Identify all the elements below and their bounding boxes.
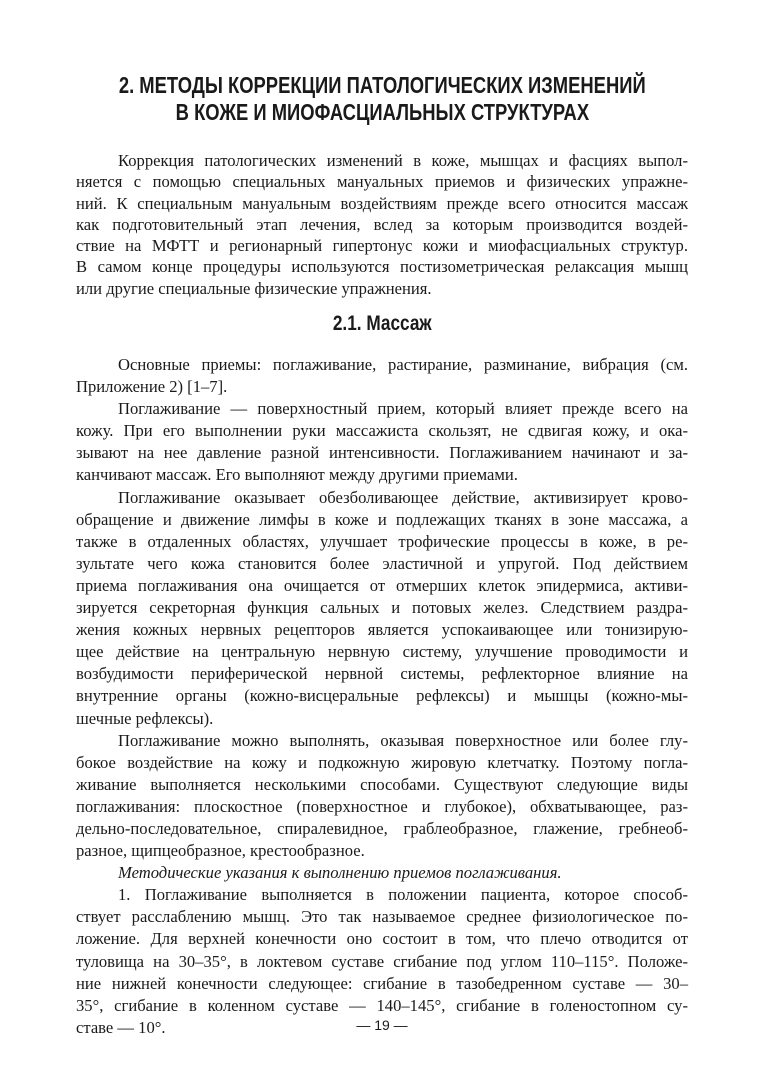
section-heading [0, 312, 764, 336]
text-line: няется с помощью специальных мануальных приемов и физических упражне- [76, 172, 688, 192]
text-line: В самом конце процедуры используются постизометрическая релаксация мышц [76, 257, 688, 277]
paragraph [76, 398, 688, 486]
text-line: 35°, сгибание в коленном суставе — 140–145°, сгибание в голеностопном су- [76, 995, 688, 1015]
chapter-title-line-1: 2. МЕТОДЫ КОРРЕКЦИИ ПАТОЛОГИЧЕСКИХ ИЗМЕНЕНИЙ [118, 72, 646, 98]
paragraph [76, 730, 688, 863]
methodical-subheading [76, 862, 688, 884]
text-line: зируется секреторная функция сальных и потовых желез. Следствием раздра- [76, 598, 688, 618]
paragraph [76, 487, 688, 730]
text-line: дельно-последовательное, спиралевидное, граблеобразное, глажение, гребнеоб- [76, 818, 688, 838]
paragraph [76, 884, 688, 1039]
text-line: Методические указания к выполнению приемов поглаживания. [118, 863, 562, 883]
text-line: шечные рефлексы). [76, 708, 214, 728]
text-line: зультате чего кожа становится более эластичной и упругой. Под действием [76, 553, 688, 573]
text-line: как подготовительный этап лечения, вслед за которым производится воздей- [76, 214, 688, 234]
text-line: также в отдаленных областях, улучшает трофические процессы в коже, в ре- [76, 531, 688, 551]
text-line: Поглаживание — поверхностный прием, который влияет прежде всего на [118, 399, 688, 419]
section-heading-text: 2.1. Массаж [332, 312, 432, 335]
text-line: живание выполняется несколькими способами. Существуют следующие виды [76, 774, 688, 794]
text-line: зывают на нее давление разной интенсивности. Поглаживанием начинают и за- [76, 443, 688, 463]
text-line: щее действие на центральную нервную систему, улучшение проводимости и [76, 642, 688, 662]
paragraph [76, 354, 688, 398]
text-line: Основные приемы: поглаживание, растирание, разминание, вибрация (см. [118, 355, 688, 374]
text-line: Поглаживание оказывает обезболивающее действие, активизирует крово- [118, 487, 688, 507]
text-line: ние нижней конечности следующее: сгибание в тазобедренном суставе — 30– [76, 973, 688, 993]
text-line: 1. Поглаживание выполняется в положении пациента, которое способ- [118, 885, 688, 905]
text-line: разное, щипцеобразное, крестообразное. [76, 841, 365, 861]
chapter-title [0, 72, 764, 126]
text-line: туловища на 30–35°, в локтевом суставе сгибание под углом 110–115°. Положе- [76, 951, 688, 971]
chapter-title-line-2: В КОЖЕ И МИОФАСЦИАЛЬНЫХ СТРУКТУРАХ [175, 99, 589, 125]
text-line: канчивают массаж. Его выполняют между другими приемами. [76, 465, 518, 485]
text-line: ставе — 10°. [76, 1017, 166, 1037]
text-line: приема поглаживания она очищается от отмерших клеток эпидермиса, активи- [76, 575, 688, 595]
text-line: жения кожных нервных рецепторов является успокаивающее или тонизирую- [76, 620, 688, 640]
text-line: внутренние органы (кожно-висцеральные рефлексы) и мышцы (кожно-мы- [76, 686, 688, 706]
page-number: — 19 — [356, 1017, 408, 1033]
text-line: или другие специальные физические упражнения. [76, 278, 432, 298]
text-line: ложение. Для верхней конечности оно состоит в том, что плечо отводится от [76, 929, 688, 949]
text-line: ствует расслаблению мышц. Это так называемое среднее физиологическое по- [76, 907, 688, 927]
text-line: поглаживания: плоскостное (поверхностное и глубокое), обхватывающее, раз- [76, 796, 688, 816]
text-line: бокое воздействие на кожу и подкожную жировую клетчатку. Поэтому погла- [76, 752, 688, 772]
text-line: обращение и движение лимфы в коже и подлежащих тканях в зоне массажа, а [76, 509, 688, 529]
text-line: ствие на МФТТ и регионарный гипертонус кожи и миофасциальных структур. [76, 236, 688, 256]
section-body [76, 354, 688, 1039]
text-line: Приложение 2) [1–7]. [76, 377, 228, 397]
text-line: возбудимости периферической нервной системы, рефлекторное влияние на [76, 664, 688, 684]
text-line: кожу. При его выполнении руки массажиста скользят, не сдвигая кожу, и ока- [76, 421, 688, 441]
text-line: Коррекция патологических изменений в коже, мышцах и фасциях выпол- [118, 151, 688, 170]
intro-paragraph [76, 150, 688, 299]
text-line: Поглаживание можно выполнять, оказывая поверхностное или более глу- [118, 730, 688, 750]
text-line: ний. К специальным мануальным воздействиям прежде всего относится массаж [76, 193, 688, 213]
